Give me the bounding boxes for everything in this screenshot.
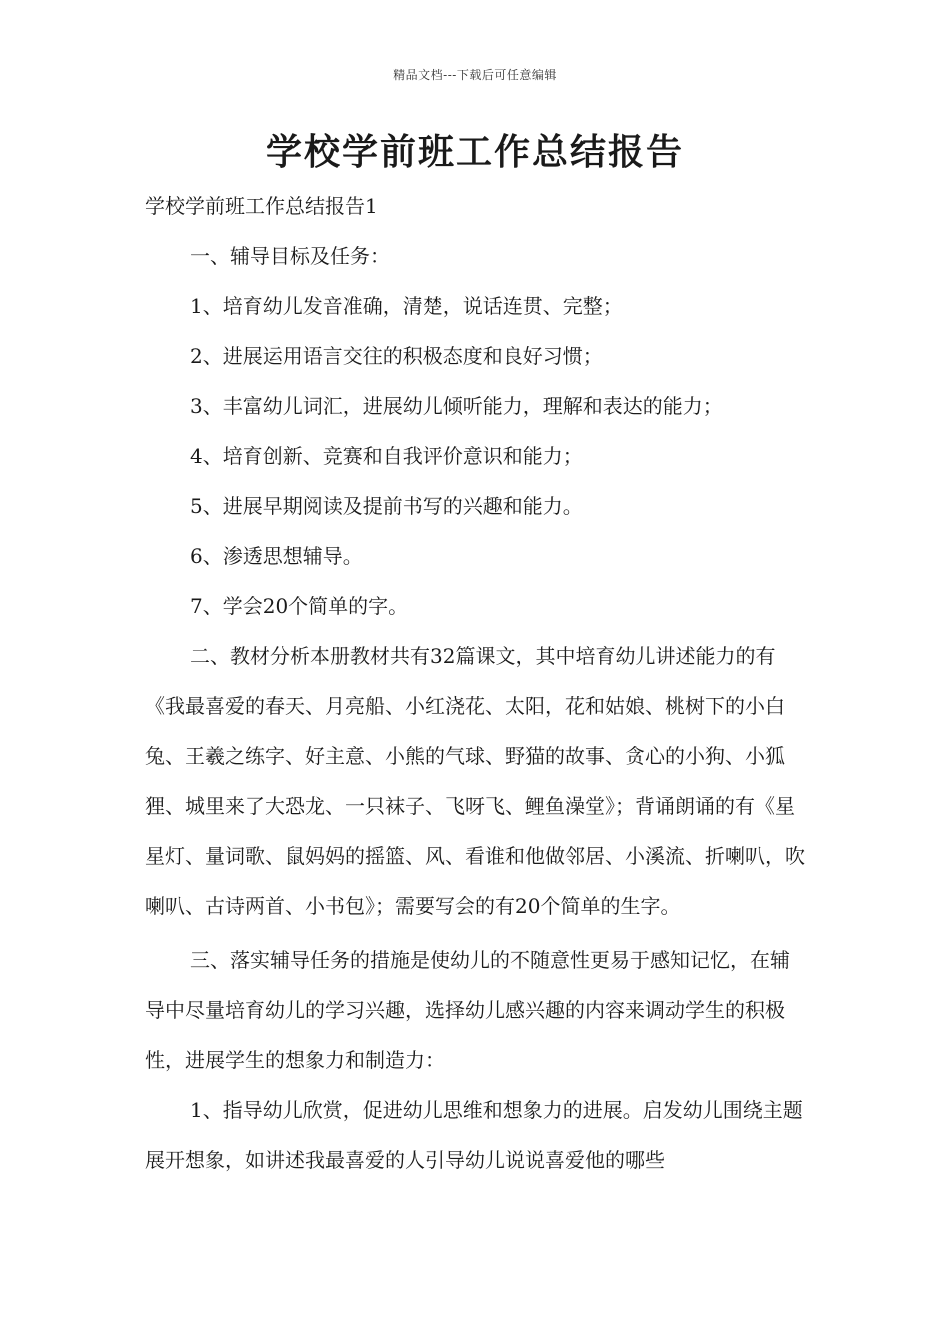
paragraph-goal-2: 2、进展运用语言交往的积极态度和良好习惯； — [190, 344, 603, 368]
paragraph-material-analysis: 二、教材分析本册教材共有32篇课文，其中培育幼儿讲述能力的有《我最喜爱的春天、月亮船、小红浇花、太阳，花和姑娘、桃树下的小白兔、王羲之练字、好主意、小熊的气球、野猫的故事、贪心的小狗、小狐狸、城里来了大恐龙、一只袜子、飞呀飞、鲤鱼澡堂》；背诵朗诵的有《星星灯、量词歌、鼠妈妈的摇篮、风、看谁和他做邻居、小溪流、折喇叭，吹喇叭、古诗两首、小书包》；需要写会的有20个简单的生字。 — [145, 644, 805, 918]
paragraph-goal-4: 4、培育创新、竞赛和自我评价意识和能力； — [190, 444, 583, 468]
header-note: 精品文档---下载后可任意编辑 — [393, 68, 557, 82]
paragraph-goal-5: 5、进展早期阅读及提前书写的兴趣和能力。 — [190, 494, 583, 518]
document-title: 学校学前班工作总结报告 — [265, 131, 684, 173]
paragraph-measures: 三、落实辅导任务的措施是使幼儿的不随意性更易于感知记忆，在辅导中尽量培育幼儿的学习兴趣，选择幼儿感兴趣的内容来调动学生的积极性，进展学生的想象力和制造力： — [145, 948, 790, 1072]
paragraph-goals-heading: 一、辅导目标及任务： — [190, 244, 390, 268]
paragraph-goal-7: 7、学会20个简单的字。 — [190, 594, 409, 618]
document-subtitle: 学校学前班工作总结报告1 — [145, 194, 378, 218]
paragraph-measure-1: 1、指导幼儿欣赏，促进幼儿思维和想象力的进展。启发幼儿围绕主题展开想象，如讲述我最喜爱的人引导幼儿说说喜爱他的哪些 — [145, 1098, 803, 1172]
document-body — [145, 181, 809, 1185]
paragraph-goal-3: 3、丰富幼儿词汇，进展幼儿倾听能力，理解和表达的能力； — [190, 394, 723, 418]
paragraph-goal-1: 1、培育幼儿发音准确，清楚，说话连贯、完整； — [190, 294, 623, 318]
paragraph-goal-6: 6、渗透思想辅导。 — [190, 544, 363, 568]
